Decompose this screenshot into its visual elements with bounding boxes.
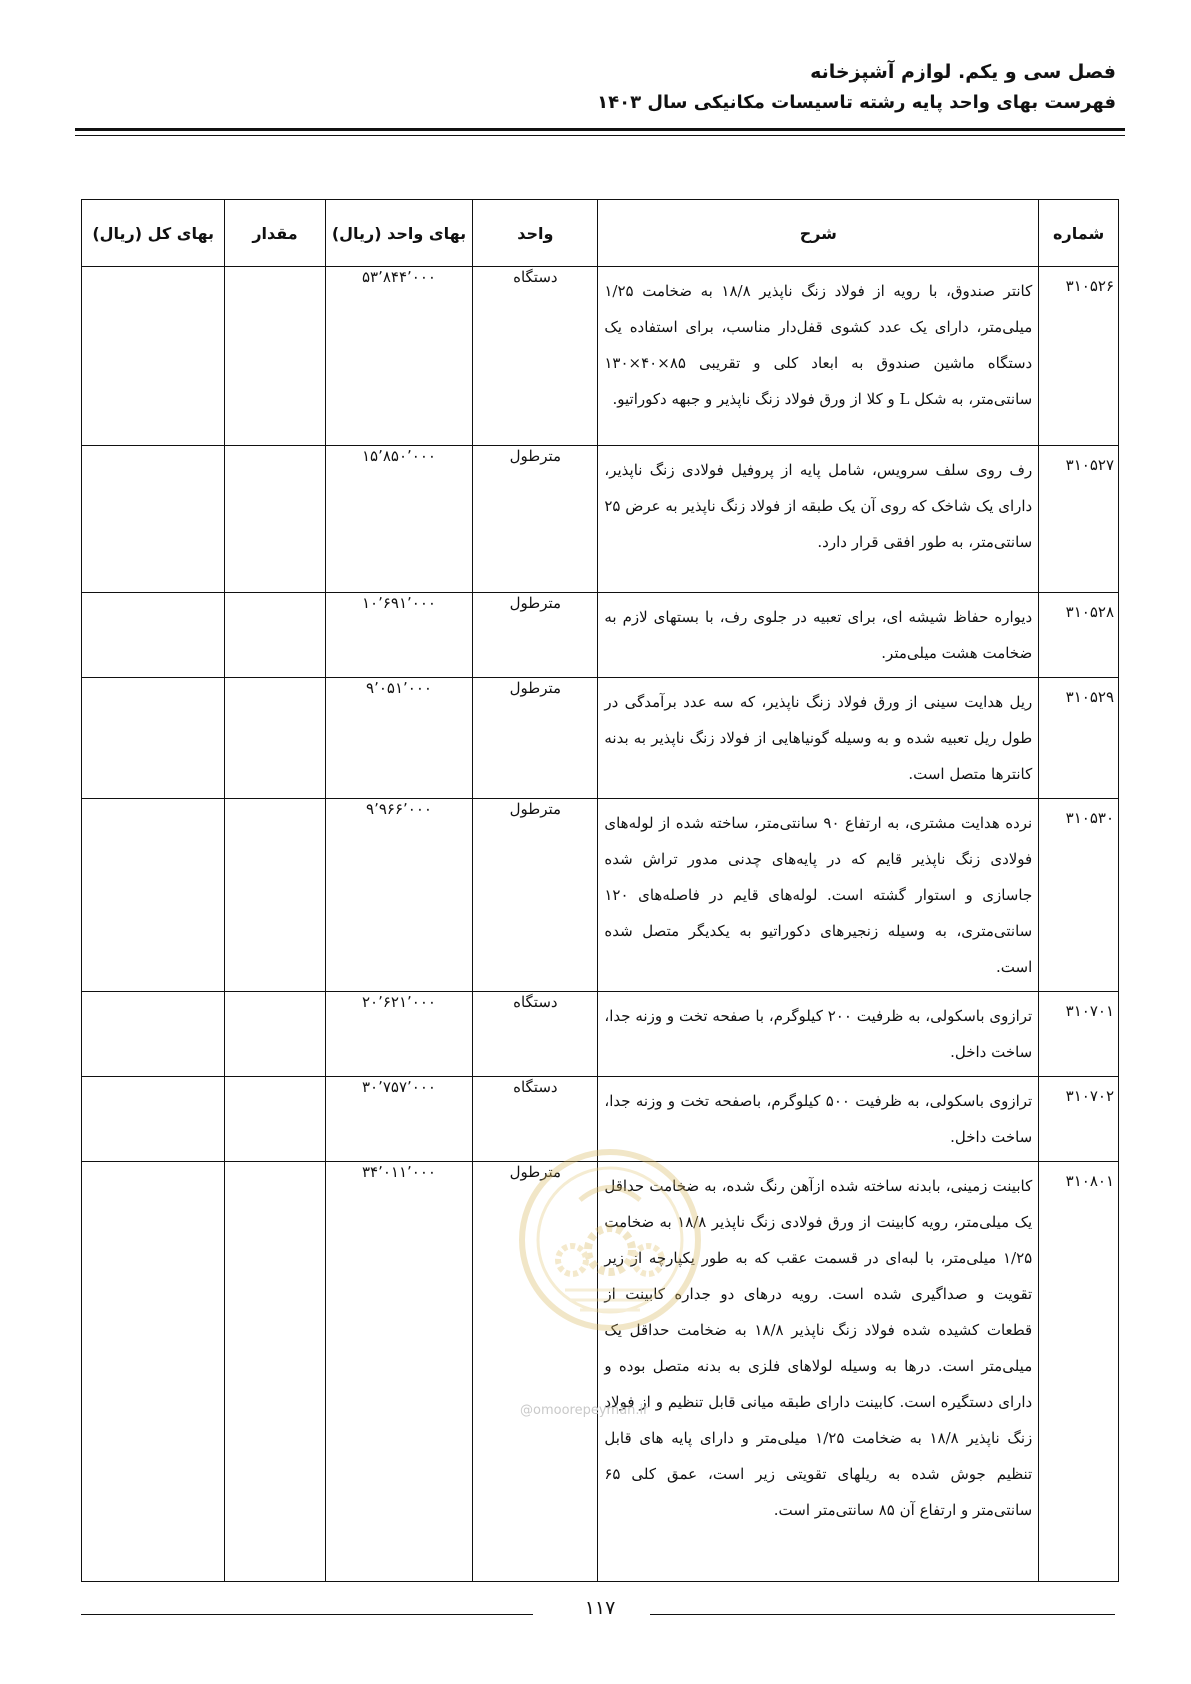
item-unit: مترطول xyxy=(473,1162,598,1582)
item-number: ۳۱۰۵۲۸ xyxy=(1039,593,1119,678)
item-number: ۳۱۰۵۲۶ xyxy=(1039,267,1119,446)
page-number: ۱۱۷ xyxy=(584,1597,616,1619)
item-quantity xyxy=(225,678,325,799)
item-description: ترازوی باسکولی، به ظرفیت ۲۰۰ کیلوگرم، با صفحه تخت و وزنه جدا، ساخت داخل. xyxy=(598,992,1039,1077)
item-unit-price: ۲۰٬۶۲۱٬۰۰۰ xyxy=(325,992,473,1077)
item-description: رف روی سلف سرویس، شامل پایه از پروفیل فولادی زنگ ناپذیر، دارای یک شاخک که روی آن یک طبقه از فولاد زنگ ناپذیر به عرض ۲۵ سانتی‌متر، به طور افقی قرار دارد. xyxy=(598,446,1039,593)
item-unit: دستگاه xyxy=(473,1077,598,1162)
document-subtitle: فهرست بهای واحد پایه رشته تاسیسات مکانیکی سال ۱۴۰۳ xyxy=(597,92,1116,113)
item-description: نرده هدایت مشتری، به ارتفاع ۹۰ سانتی‌متر، ساخته شده از لوله‌های فولادی زنگ ناپذیر قایم که در پایه‌های چدنی مدور تراش شده جاسازی و استوار گشته است. لوله‌های قایم در فاصله‌های ۱۲۰ سانتی‌متری، به وسیله زنجیرهای دکوراتیو به یکدیگر متصل شده است. xyxy=(598,799,1039,992)
item-number: ۳۱۰۵۲۷ xyxy=(1039,446,1119,593)
table-row xyxy=(82,267,1119,446)
watermark-text: @omoorepeyman.ir xyxy=(520,1403,649,1418)
item-number: ۳۱۰۷۰۲ xyxy=(1039,1077,1119,1162)
item-quantity xyxy=(225,799,325,992)
column-header-number: شماره xyxy=(1039,200,1119,267)
table-row xyxy=(82,446,1119,593)
item-description: دیواره حفاظ شیشه ای، برای تعبیه در جلوی رف، با بستهای لازم به ضخامت هشت میلی‌متر. xyxy=(598,593,1039,678)
item-total-price xyxy=(82,267,225,446)
item-total-price xyxy=(82,593,225,678)
item-total-price xyxy=(82,992,225,1077)
item-quantity xyxy=(225,593,325,678)
item-quantity xyxy=(225,992,325,1077)
item-total-price xyxy=(82,799,225,992)
item-unit-price: ۳۰٬۷۵۷٬۰۰۰ xyxy=(325,1077,473,1162)
item-unit-price: ۹٬۹۶۶٬۰۰۰ xyxy=(325,799,473,992)
item-unit-price: ۵۳٬۸۴۴٬۰۰۰ xyxy=(325,267,473,446)
table-row xyxy=(82,1162,1119,1582)
item-description: ریل هدایت سینی از ورق فولاد زنگ ناپذیر، که سه عدد برآمدگی در طول ریل تعبیه شده و به وسیله گونیاهایی از فولاد زنگ ناپذیر به بدنه کانترها متصل است. xyxy=(598,678,1039,799)
item-total-price xyxy=(82,1077,225,1162)
table-row xyxy=(82,1077,1119,1162)
item-total-price xyxy=(82,446,225,593)
column-header-unit: واحد xyxy=(473,200,598,267)
page-header xyxy=(66,56,1116,118)
item-total-price xyxy=(82,678,225,799)
item-unit: مترطول xyxy=(473,799,598,992)
table-row xyxy=(82,992,1119,1077)
item-description: ترازوی باسکولی، به ظرفیت ۵۰۰ کیلوگرم، باصفحه تخت و وزنه جدا، ساخت داخل. xyxy=(598,1077,1039,1162)
footer-rule-right xyxy=(650,1614,1115,1615)
item-unit-price: ۹٬۰۵۱٬۰۰۰ xyxy=(325,678,473,799)
table-row xyxy=(82,678,1119,799)
item-number: ۳۱۰۵۳۰ xyxy=(1039,799,1119,992)
column-header-total-price: بهای کل (ریال) xyxy=(82,200,225,267)
item-unit-price: ۱۵٬۸۵۰٬۰۰۰ xyxy=(325,446,473,593)
column-header-description: شرح xyxy=(598,200,1039,267)
column-header-unit-price: بهای واحد (ریال) xyxy=(325,200,473,267)
item-number: ۳۱۰۵۲۹ xyxy=(1039,678,1119,799)
item-unit-price: ۱۰٬۶۹۱٬۰۰۰ xyxy=(325,593,473,678)
item-quantity xyxy=(225,446,325,593)
table-row xyxy=(82,799,1119,992)
item-unit: مترطول xyxy=(473,446,598,593)
chapter-title: فصل سی و یکم. لوازم آشپزخانه xyxy=(810,61,1116,83)
item-unit: مترطول xyxy=(473,678,598,799)
item-unit: مترطول xyxy=(473,593,598,678)
item-quantity xyxy=(225,1077,325,1162)
item-unit: دستگاه xyxy=(473,267,598,446)
item-unit: دستگاه xyxy=(473,992,598,1077)
column-header-quantity: مقدار xyxy=(225,200,325,267)
item-number: ۳۱۰۸۰۱ xyxy=(1039,1162,1119,1582)
item-description: کابینت زمینی، بابدنه ساخته شده ازآهن رنگ شده، به ضخامت حداقل یک میلی‌متر، رویه کابینت از ورق فولادی زنگ ناپذیر ۱۸/۸ به ضخامت ۱/۲۵ میلی‌متر، با لبه‌ای در قسمت عقب که به طور یکپارچه از زیر تقویت و صداگیری شده است. رویه درهای دو جداره کابینت از قطعات کشیده شده فولاد زنگ ناپذیر ۱۸/۸ به ضخامت حداقل یک میلی‌متر است. درها به وسیله لولاهای فلزی به بدنه متصل بوده و دارای دستگیره است. کابینت دارای طبقه میانی قابل تنظیم و از فولاد زنگ ناپذیر ۱۸/۸ به ضخامت ۱/۲۵ میلی‌متر و دارای پایه های قابل تنظیم جوش شده به ریلهای تقویتی زیر است، عمق کلی ۶۵ سانتی‌متر و ارتفاع آن ۸۵ سانتی‌متر است. xyxy=(598,1162,1039,1582)
header-rule-thick xyxy=(75,128,1125,131)
item-total-price xyxy=(82,1162,225,1582)
table-header-row xyxy=(82,200,1119,267)
item-number: ۳۱۰۷۰۱ xyxy=(1039,992,1119,1077)
item-quantity xyxy=(225,1162,325,1582)
footer-rule-left xyxy=(81,1614,533,1615)
item-description: کانتر صندوق، با رویه از فولاد زنگ ناپذیر ۱۸/۸ به ضخامت ۱/۲۵ میلی‌متر، دارای یک عدد کشوی قفل‌دار مناسب، برای استفاده یک دستگاه ماشین صندوق به ابعاد کلی و تقریبی ۸۵×۴۰×۱۳۰ سانتی‌متر، به شکل L و کلا از ورق فولاد زنگ ناپذیر و جبهه دکوراتیو. xyxy=(598,267,1039,446)
table-row xyxy=(82,593,1119,678)
price-list-table xyxy=(81,199,1119,1582)
header-rule-thin xyxy=(75,135,1125,136)
item-quantity xyxy=(225,267,325,446)
item-unit-price: ۳۴٬۰۱۱٬۰۰۰ xyxy=(325,1162,473,1582)
